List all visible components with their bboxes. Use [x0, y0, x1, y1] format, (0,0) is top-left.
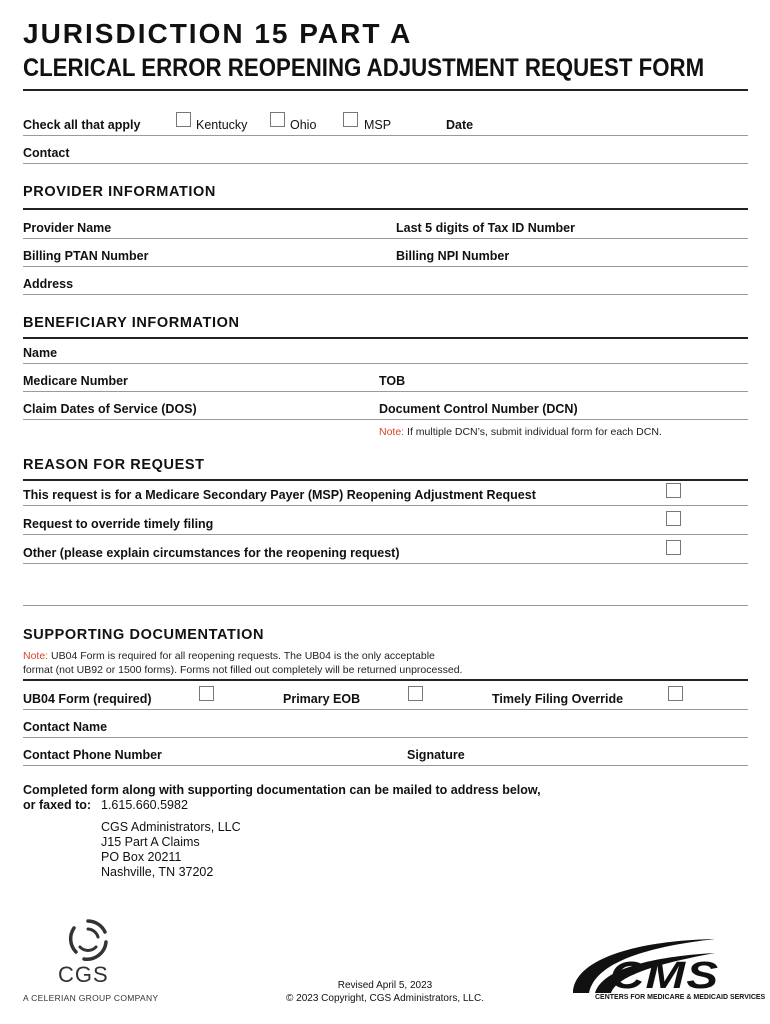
form-subtitle: CLERICAL ERROR REOPENING ADJUSTMENT REQUEST FORM	[23, 54, 705, 82]
beneficiary-heading: BENEFICIARY INFORMATION	[23, 315, 240, 331]
medicare-number-field[interactable]: Medicare Number	[23, 374, 128, 388]
ohio-label: Ohio	[290, 118, 317, 132]
kentucky-checkbox[interactable]	[176, 112, 191, 127]
date-field[interactable]: Date	[446, 118, 474, 132]
address-line: J15 Part A Claims	[101, 835, 200, 849]
ub04-note-line2: format (not UB92 or 1500 forms). Forms not filled out completely will be returned unprocessed.	[23, 664, 463, 676]
mailing-instructions: Completed form along with supporting documentation can be mailed to address below,	[23, 783, 541, 797]
check-all-label: Check all that apply	[23, 118, 141, 132]
contact-field[interactable]: Contact	[23, 146, 70, 160]
fax-label: or faxed to:	[23, 798, 92, 812]
ohio-checkbox[interactable]	[270, 112, 285, 127]
contact-phone-field[interactable]: Contact Phone Number	[23, 748, 162, 762]
timely-checkbox[interactable]	[668, 686, 683, 701]
msp-label: MSP	[364, 118, 392, 132]
cms-wordmark: CMS	[610, 955, 720, 997]
dos-field[interactable]: Claim Dates of Service (DOS)	[23, 402, 197, 416]
reason-msp-checkbox[interactable]	[666, 483, 681, 498]
dcn-note: Note: If multiple DCN’s, submit individual form for each DCN.	[379, 426, 662, 438]
address-line: PO Box 20211	[101, 850, 182, 864]
msp-checkbox[interactable]	[343, 112, 358, 127]
provider-heading: PROVIDER INFORMATION	[23, 184, 216, 200]
ub04-label: UB04 Form (required)	[23, 692, 152, 706]
supporting-heading: SUPPORTING DOCUMENTATION	[23, 627, 265, 643]
cgs-logo-icon	[66, 918, 110, 962]
dcn-field[interactable]: Document Control Number (DCN)	[379, 402, 578, 416]
revised-date: Revised April 5, 2023	[337, 980, 433, 991]
copyright: © 2023 Copyright, CGS Administrators, LLC.	[285, 993, 484, 1004]
cgs-tagline: A CELERIAN GROUP COMPANY	[23, 993, 159, 1003]
reason-other-label: Other (please explain circumstances for the reopening request)	[23, 546, 400, 560]
reason-timely-checkbox[interactable]	[666, 511, 681, 526]
reason-msp-label: This request is for a Medicare Secondary Payer (MSP) Reopening Adjustment Request	[23, 488, 536, 502]
tax-id-field[interactable]: Last 5 digits of Tax ID Number	[396, 221, 575, 235]
npi-field[interactable]: Billing NPI Number	[396, 249, 510, 263]
signature-field[interactable]: Signature	[407, 748, 465, 762]
ptan-field[interactable]: Billing PTAN Number	[23, 249, 149, 263]
eob-checkbox[interactable]	[408, 686, 423, 701]
reason-other-checkbox[interactable]	[666, 540, 681, 555]
eob-label: Primary EOB	[283, 692, 361, 706]
contact-name-field[interactable]: Contact Name	[23, 720, 108, 734]
ub04-checkbox[interactable]	[199, 686, 214, 701]
other-explanation-line[interactable]	[23, 605, 748, 606]
timely-label: Timely Filing Override	[492, 692, 624, 706]
address-line: CGS Administrators, LLC	[101, 820, 241, 834]
address-line: Nashville, TN 37202	[101, 865, 214, 879]
ub04-note-line1: Note: UB04 Form is required for all reopening requests. The UB04 is the only acceptable	[23, 650, 435, 662]
mailing-address	[101, 820, 241, 880]
cgs-wordmark: CGS	[58, 962, 109, 987]
form-title: JURISDICTION 15 PART A	[23, 18, 413, 49]
footer-center	[260, 979, 510, 1005]
provider-name-field[interactable]: Provider Name	[23, 221, 112, 235]
reason-timely-label: Request to override timely filing	[23, 517, 214, 531]
divider	[23, 89, 748, 91]
fax-number: 1.615.660.5982	[101, 798, 188, 812]
beneficiary-name-field[interactable]: Name	[23, 346, 58, 360]
tob-field[interactable]: TOB	[379, 374, 406, 388]
reason-heading: REASON FOR REQUEST	[23, 457, 205, 473]
cms-tagline: CENTERS FOR MEDICARE & MEDICAID SERVICES	[595, 994, 766, 1001]
kentucky-label: Kentucky	[196, 118, 248, 132]
address-field[interactable]: Address	[23, 277, 74, 291]
